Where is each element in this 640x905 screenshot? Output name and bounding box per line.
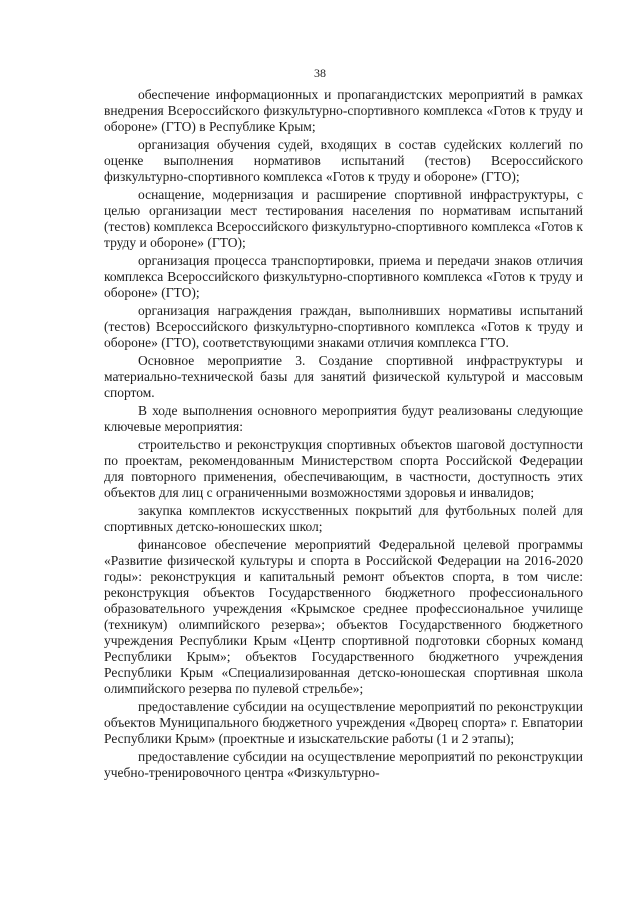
section-heading-paragraph: Основное мероприятие 3. Создание спортивной инфраструктуры и материально-технической базы для занятий физической культурой и массовым спортом. (104, 353, 583, 400)
paragraph: обеспечение информационных и пропагандистских мероприятий в рамках внедрения Всероссийского физкультурно-спортивного комплекса «Готов к труду и обороне» (ГТО) в Республике Крым; (104, 87, 583, 134)
paragraph: организация награждения граждан, выполнивших нормативы испытаний (тестов) Всероссийского физкультурно-спортивного комплекса «Готов к труду и обороне» (ГТО), соответствующими знаками отличия комплекса ГТО. (104, 303, 583, 350)
paragraph: организация обучения судей, входящих в состав судейских коллегий по оценке выполнения нормативов испытаний (тестов) Всероссийского физкультурно-спортивного комплекса «Готов к труду и обороне» (ГТО); (104, 137, 583, 184)
paragraph: В ходе выполнения основного мероприятия будут реализованы следующие ключевые мероприятия: (104, 403, 583, 434)
paragraph: оснащение, модернизация и расширение спортивной инфраструктуры, с целью организации мест тестирования населения по нормативам испытаний (тестов) комплекса Всероссийского физкультурно-спортивного комплекса «Готов к труду и обороне» (ГТО); (104, 187, 583, 250)
body-text (104, 87, 583, 783)
paragraph: предоставление субсидии на осуществление мероприятий по реконструкции объектов Муниципального бюджетного учреждения «Дворец спорта» г. Евпатории Республики Крым» (проектные и изыскательские работы (1 и 2 этапы); (104, 699, 583, 746)
paragraph: предоставление субсидии на осуществление мероприятий по реконструкции учебно-тренировочного центра «Физкультурно- (104, 749, 583, 780)
page-number: 38 (314, 66, 326, 80)
paragraph: финансовое обеспечение мероприятий Федеральной целевой программы «Развитие физической культуры и спорта в Российской Федерации на 2016-2020 годы»: реконструкция и капитальный ремонт объектов спорта, в том числе: реконструкция объектов Государственного бюджетного профессионального образовательного учреждения «Крымское среднее профессиональное училище (техникум) олимпийского резерва»; объектов Государственного бюджетного учреждения Республики Крым «Центр спортивной подготовки сборных команд Республики Крым»; объектов Государственного бюджетного учреждения Республики Крым «Специализированная детско-юношеская спортивная школа олимпийского резерва по пулевой стрельбе»; (104, 537, 583, 696)
paragraph: строительство и реконструкция спортивных объектов шаговой доступности по проектам, рекомендованным Министерством спорта Российской Федерации для повторного применения, обеспечивающим, в частности, доступность этих объектов для лиц с ограниченными возможностями здоровья и инвалидов; (104, 437, 583, 500)
paragraph: закупка комплектов искусственных покрытий для футбольных полей для спортивных детско-юношеских школ; (104, 503, 583, 534)
paragraph: организация процесса транспортировки, приема и передачи знаков отличия комплекса Всероссийского физкультурно-спортивного комплекса «Готов к труду и обороне» (ГТО); (104, 253, 583, 300)
